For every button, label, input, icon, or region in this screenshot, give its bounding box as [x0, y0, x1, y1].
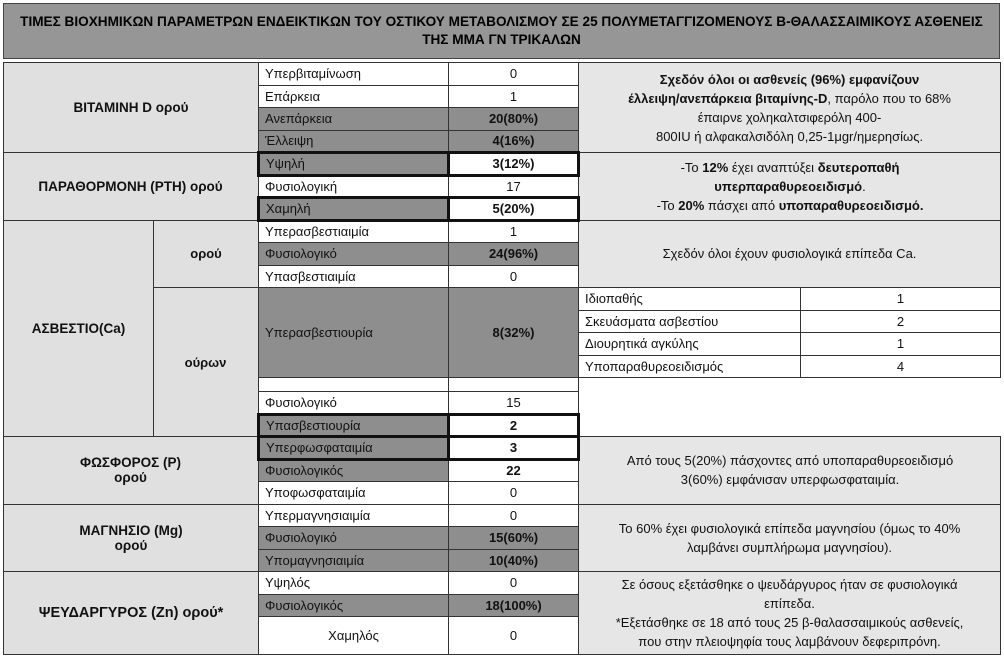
row-name: Επάρκεια — [259, 85, 449, 108]
vitd-label: ΒΙΤΑΜΙΝΗ D ορού — [4, 63, 259, 153]
note-text: που στην πλειοψηφία τους λαμβάνουν δεφεριπρόνη. — [638, 634, 941, 649]
note-text: . — [862, 178, 866, 194]
row-name: Υπερφωσφαταιμία — [259, 437, 449, 460]
note-text: Σε όσους εξετάσθηκε ο ψευδάργυρος ήταν σε φυσιολογικά — [621, 577, 958, 592]
note-text: , παρόλο που το 68% — [827, 90, 951, 106]
row-value: 0 — [449, 504, 579, 527]
pth-note — [579, 153, 1001, 221]
note-text: Το 60% έχει φυσιολογικά επίπεδα μαγνησίου (όμως το 40% — [618, 520, 961, 536]
note-bold: Σχεδόν όλοι οι ασθενείς (96%) εμφανίζουν — [659, 71, 920, 87]
row-value: 17 — [449, 175, 579, 198]
row-value: 0 — [449, 572, 579, 595]
note-text: έπαιρνε χοληκαλτσιφερόλη 400- — [697, 109, 882, 125]
note-bold: δευτεροπαθή — [817, 159, 900, 175]
p-note — [579, 437, 1001, 505]
row-value: 4(16%) — [449, 130, 579, 153]
zn-label: ΨΕΥΔΑΡΓΥΡΟΣ (Zn) ορού* — [4, 572, 259, 655]
row-name: Ανεπάρκεια — [259, 108, 449, 131]
table-title: ΤΙΜΕΣ ΒΙΟΧΗΜΙΚΩΝ ΠΑΡΑΜΕΤΡΩΝ ΕΝΔΕΙΚΤΙΚΩΝ ΤΟΥ ΟΣΤΙΚΟΥ ΜΕΤΑΒΟΛΙΣΜΟΥ ΣΕ 25 ΠΟΛΥΜΕΤΑΓΓΙΖΟΜΕΝΟΥΣ Β-ΘΑΛΑΣΣΑΙΜΙΚΟΥΣ ΑΣΘΕΝΕΙΣ ΤΗΣ ΜΜΑ ΓΝ ΤΡΙΚΑΛΩΝ — [3, 3, 1000, 59]
table-row — [4, 153, 1001, 176]
table-row — [4, 504, 1001, 527]
row-value: 1 — [449, 220, 579, 243]
note-text: Από τους 5(20%) πάσχοντες από υποπαραθυρεοειδισμό — [626, 453, 954, 469]
cause-name: Ιδιοπαθής — [579, 288, 801, 311]
ca-label: ΑΣΒΕΣΤΙΟ(Ca) — [4, 220, 154, 437]
note-bold: 20% — [678, 197, 705, 213]
note-text: πάσχει από — [704, 197, 779, 213]
row-value: 3 — [449, 437, 579, 460]
p-label — [4, 437, 259, 505]
table-row — [4, 220, 1001, 243]
blank-cell — [579, 378, 1001, 437]
vitd-note — [579, 63, 1001, 153]
cause-name: Σκευάσματα ασβεστίου — [579, 310, 801, 333]
note-text: επίπεδα. — [764, 596, 815, 611]
row-value: 3(12%) — [449, 153, 579, 176]
note-text: -Το — [656, 197, 679, 213]
row-name: Χαμηλή — [259, 198, 449, 221]
note-text: 800IU ή αλφακαλσιδόλη 0,25-1μgr/ημερησίως. — [655, 128, 924, 144]
row-value: 20(80%) — [449, 108, 579, 131]
row-name: Υπασβεστιαιμία — [259, 265, 449, 288]
cause-name: Διουρητικά αγκύλης — [579, 333, 801, 356]
ca-urine-label: ούρων — [154, 288, 259, 437]
row-value: 8(32%) — [449, 288, 579, 378]
row-value: 15(60%) — [449, 527, 579, 550]
mg-label — [4, 504, 259, 572]
note-bold: 12% — [702, 159, 729, 175]
spacer — [259, 378, 449, 392]
note-text: έχει αναπτύξει — [728, 159, 818, 175]
biochem-table — [3, 62, 1001, 655]
row-name: Φυσιολογικό — [259, 243, 449, 266]
note-bold: υπερπαραθυρεοειδισμό — [714, 178, 863, 194]
row-name: Φυσιολογικός — [259, 459, 449, 482]
note-bold: έλλειψη/ανεπάρκεια βιταμίνης-D — [628, 90, 828, 106]
table-row — [4, 572, 1001, 595]
pth-label: ΠΑΡΑΘΟΡΜΟΝΗ (PTH) ορού — [4, 153, 259, 221]
row-name: Υπερασβεστιαιμία — [259, 220, 449, 243]
row-value: 0 — [449, 482, 579, 505]
row-name: Χαμηλός — [259, 617, 449, 655]
row-name: Υποφωσφαταιμία — [259, 482, 449, 505]
row-value: 5(20%) — [449, 198, 579, 221]
note-text: *Εξετάσθηκε σε 18 από τους 25 β-θαλασσαιμικούς ασθενείς, — [615, 615, 964, 630]
row-name: Υπασβεστιουρία — [259, 414, 449, 437]
cause-value: 1 — [801, 288, 1001, 311]
table-row — [4, 288, 1001, 311]
row-name: Υπομαγνησιαιμία — [259, 549, 449, 572]
row-name: Υπερμαγνησιαιμία — [259, 504, 449, 527]
cause-value: 2 — [801, 310, 1001, 333]
row-name: Φυσιολογική — [259, 175, 449, 198]
note-text: -Το — [680, 159, 703, 175]
row-value: 0 — [449, 617, 579, 655]
zn-note — [579, 572, 1001, 655]
note-text: λαμβάνει συμπλήρωμα μαγνησίου). — [687, 539, 893, 555]
table-row — [4, 63, 1001, 86]
p-label-line1: ΦΩΣΦΟΡΟΣ (P) — [80, 455, 181, 471]
cause-value: 1 — [801, 333, 1001, 356]
row-value: 24(96%) — [449, 243, 579, 266]
row-name: Υπερασβεστιουρία — [259, 288, 449, 378]
note-bold: υποπαραθυρεοειδισμό. — [778, 197, 924, 213]
row-name: Έλλειψη — [259, 130, 449, 153]
p-label-line2: ορού — [114, 470, 147, 486]
row-value: 18(100%) — [449, 594, 579, 617]
row-name: Υψηλή — [259, 153, 449, 176]
row-name: Φυσιολογικό — [259, 392, 449, 415]
note-text: 3(60%) εμφάνισαν υπερφωσφαταιμία. — [680, 472, 900, 488]
row-value: 10(40%) — [449, 549, 579, 572]
mg-label-line1: ΜΑΓΝΗΣΙΟ (Mg) — [79, 522, 183, 538]
row-value: 2 — [449, 414, 579, 437]
mg-label-line2: ορού — [114, 537, 148, 553]
row-value: 22 — [449, 459, 579, 482]
data-table-wrap — [3, 62, 1000, 655]
row-value: 15 — [449, 392, 579, 415]
mg-note — [579, 504, 1001, 572]
row-name: Φυσιολογικός — [259, 594, 449, 617]
ca-serum-label: ορού — [154, 220, 259, 288]
row-value: 0 — [449, 63, 579, 86]
ca-serum-note: Σχεδόν όλοι έχουν φυσιολογικά επίπεδα Ca. — [579, 220, 1001, 288]
row-name: Φυσιολογικό — [259, 527, 449, 550]
spacer — [449, 378, 579, 392]
cause-value: 4 — [801, 355, 1001, 378]
row-name: Υπερβιταμίνωση — [259, 63, 449, 86]
row-value: 0 — [449, 265, 579, 288]
row-value: 1 — [449, 85, 579, 108]
row-name: Υψηλός — [259, 572, 449, 595]
cause-name: Υποπαραθυρεοειδισμός — [579, 355, 801, 378]
table-row — [4, 437, 1001, 460]
